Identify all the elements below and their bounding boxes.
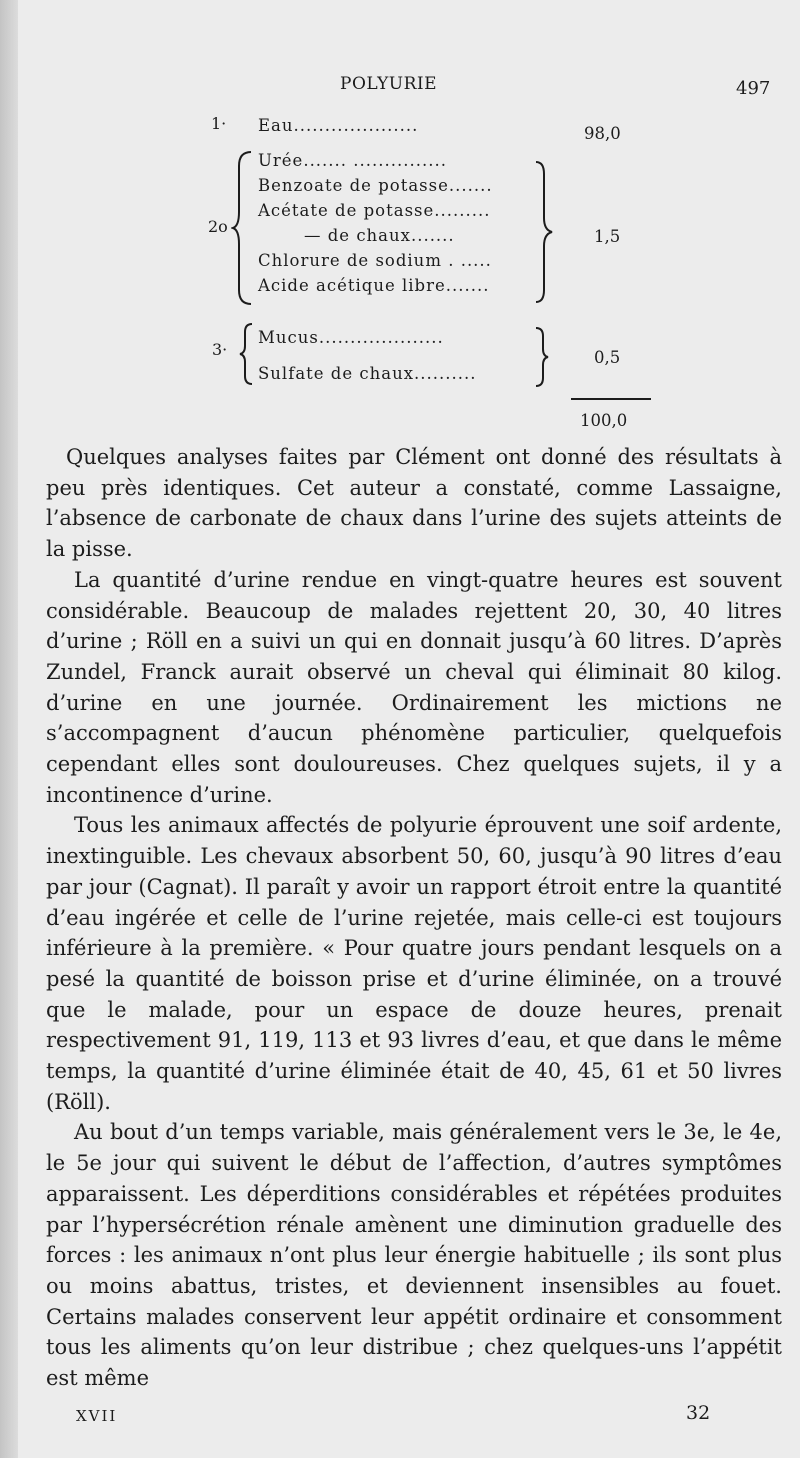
body-text (46, 442, 782, 1394)
item-benzoate: Benzoate de potasse....... (258, 176, 493, 195)
total-rule (571, 398, 651, 400)
paragraph-3: Tous les animaux affectés de polyurie éprouvent une soif ardente, inextinguible. Les chevaux absorbent 50, 60, jusqu’à 90 litres d’eau par jour (Cagnat). Il paraît y avoir un rapport étroit entre la quantité d’eau ingérée et celle de l’urine rejetée, mais celle-ci est toujours inférieure à la première. « Pour quatre jours pendant lesquels on a pesé la quantité de boisson prise et d’urine éliminée, on a trouvé que le malade, pour un espace de douze heures, prenait respectivement 91, 119, 113 et 93 livres d’eau, et que dans le même temps, la quantité d’urine éliminée était de 40, 45, 61 et 50 livres (Röll). (46, 813, 782, 1114)
group-3-label: 3· (212, 340, 228, 359)
item-chlorure: Chlorure de sodium . ..... (258, 251, 492, 270)
item-sulfate: Sulfate de chaux.......... (258, 364, 477, 383)
total-value: 100,0 (580, 411, 628, 430)
running-head-title: POLYURIE (340, 74, 438, 94)
item-acetate-potasse: Acétate de potasse......... (258, 201, 491, 220)
paragraph-1: Quelques analyses faites par Clément ont donné des résultats à peu près identiques. Cet auteur a constaté, comme Lassaigne, l’absence de carbonate de chaux dans l’urine des sujets atteints de la pisse. (46, 445, 782, 562)
group-1-value: 98,0 (584, 124, 621, 143)
paragraph-4: Au bout d’un temps variable, mais généralement vers le 3e, le 4e, le 5e jour qui suivent le début de l’affection, d’autres symptômes apparaissent. Les déperditions considérables et répétées produites par l’hypersécrétion rénale amènent une diminution graduelle des forces : les animaux n’ont plus leur énergie habituelle ; ils sont plus ou moins abattus, tristes, et deviennent insensibles au fouet. Certains malades conservent leur appétit ordinaire et consomment tous les aliments qu’on leur distribue ; chez quelques-uns l’appétit est même (46, 1120, 782, 1391)
group-1-label: 1· (211, 114, 227, 133)
paragraph-2: La quantité d’urine rendue en vingt-quatre heures est souvent considérable. Beaucoup de malades rejettent 20, 30, 40 litres d’urine ; Röll en a suivi un qui en donnait jusqu’à 60 litres. D’après Zundel, Franck aurait observé un cheval qui éliminait 80 kilog. d’urine en une journée. Ordinairement les mictions ne s’accompagnent d’aucun phénomène particulier, quelquefois cependant elles sont douloureuses. Chez quelques sujets, il y a incontinence d’urine. (46, 567, 782, 807)
page-gutter (0, 0, 18, 1458)
right-brace-group-3 (534, 326, 550, 388)
left-brace-group-2 (231, 150, 253, 306)
item-acide-acetique: Acide acétique libre....... (258, 276, 490, 295)
item-mucus: Mucus.................... (258, 328, 444, 347)
item-eau: Eau.................... (258, 116, 419, 135)
item-acetate-chaux: — de chaux....... (304, 226, 455, 245)
item-uree: Urée....... ............... (258, 151, 447, 170)
group-2-value: 1,5 (594, 227, 621, 246)
group-1-items (258, 113, 418, 138)
left-brace-group-3 (238, 322, 254, 386)
group-2-label: 2o (208, 217, 228, 236)
group-3-value: 0,5 (594, 348, 621, 367)
group-3-items (258, 320, 476, 392)
book-page (18, 0, 800, 1458)
page-number: 497 (736, 78, 771, 99)
right-brace-group-2 (534, 160, 554, 304)
group-2-items (258, 148, 493, 298)
signature-mark: XVII (76, 1407, 118, 1425)
sheet-number: 32 (686, 1402, 711, 1424)
